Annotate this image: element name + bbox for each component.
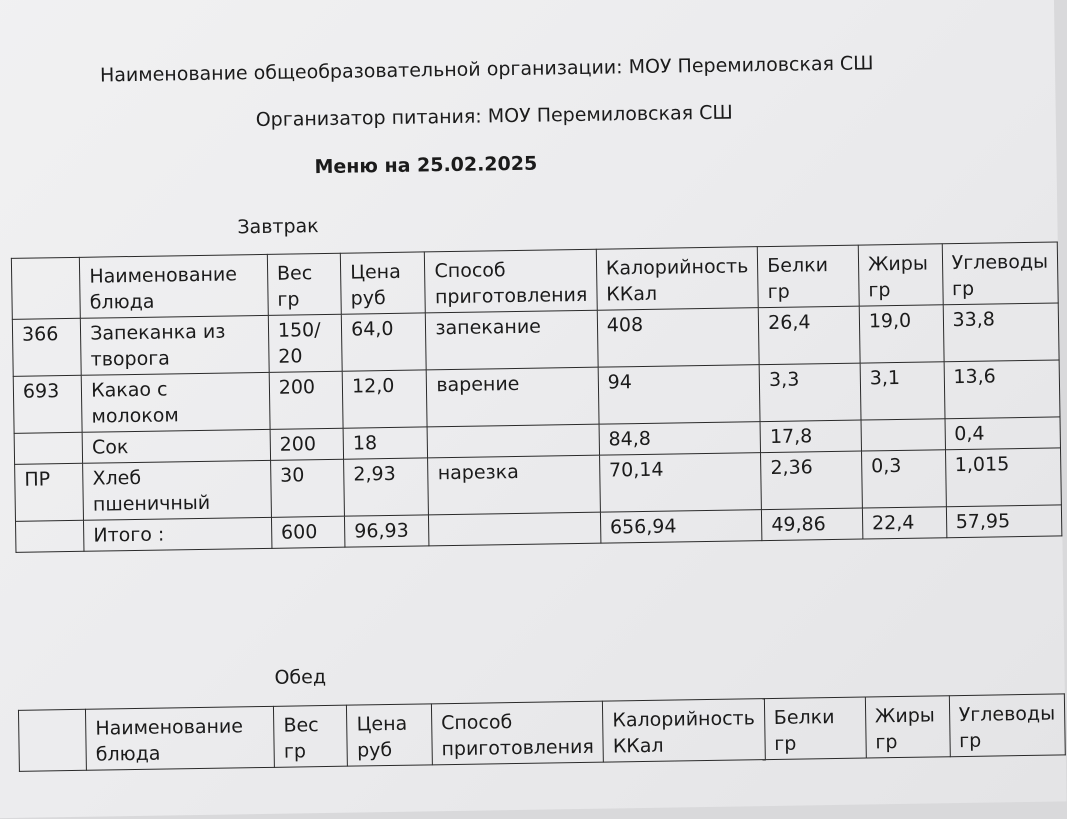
cell-fats — [861, 419, 945, 451]
cell-calories: 70,14 — [599, 453, 761, 513]
cell-fats: 19,0 — [859, 305, 944, 363]
cell-calories: 94 — [598, 365, 760, 425]
cell-method: варение — [427, 367, 599, 427]
cell-price: 12,0 — [342, 370, 427, 428]
header-code — [18, 709, 86, 771]
cell-proteins: 26,4 — [758, 306, 860, 365]
cell-carbs: 0,4 — [945, 417, 1061, 450]
breakfast-title: Завтрак — [237, 215, 319, 239]
header-proteins: Белки гр — [764, 697, 866, 760]
organization-name: Наименование общеобразовательной организации: МОУ Перемиловская СШ — [99, 52, 874, 87]
cell-fats: 3,1 — [860, 362, 945, 420]
cell-weight: 200 — [269, 371, 343, 429]
total-proteins: 49,86 — [762, 508, 863, 541]
total-price: 96,93 — [345, 515, 430, 547]
header-code — [11, 257, 80, 319]
lunch-title: Обед — [274, 666, 327, 689]
total-carbs: 57,95 — [946, 505, 1062, 538]
cell-weight: 30 — [270, 459, 344, 517]
header-weight: Вес гр — [274, 705, 348, 767]
header-name: Наименование блюда — [80, 254, 269, 318]
header-fats: Жиры гр — [858, 244, 943, 306]
total-fats: 22,4 — [862, 507, 946, 539]
menu-title: Меню на 25.02.2025 — [314, 152, 538, 179]
total-calories: 656,94 — [600, 510, 762, 544]
cell-code: 693 — [13, 375, 82, 433]
food-organizer: Организатор питания: МОУ Перемиловская СШ — [255, 101, 733, 132]
cell-proteins: 17,8 — [760, 420, 861, 453]
header-price: Цена руб — [347, 704, 432, 766]
breakfast-table — [11, 241, 1063, 552]
header-price: Цена руб — [340, 252, 425, 314]
cell-carbs: 33,8 — [943, 303, 1059, 362]
cell-price: 2,93 — [344, 458, 429, 516]
cell-carbs: 13,6 — [944, 360, 1060, 419]
total-weight: 600 — [271, 516, 345, 548]
header-fats: Жиры гр — [865, 696, 950, 758]
cell-code — [14, 432, 83, 464]
total-label: Итого : — [84, 517, 272, 551]
cell-code: ПР — [15, 463, 84, 521]
cell-calories: 84,8 — [599, 422, 761, 456]
header-carbs: Углеводы гр — [942, 242, 1058, 305]
cell-method: нарезка — [428, 455, 600, 515]
header-method: Способ приготовления — [431, 701, 603, 765]
cell-name: Запеканка из творога — [81, 315, 270, 375]
cell-weight: 150/ 20 — [268, 314, 342, 372]
cell-code — [16, 520, 85, 552]
header-calories: Калорийность ККал — [603, 699, 765, 763]
header-proteins: Белки гр — [757, 245, 859, 308]
header-method: Способ приготовления — [425, 249, 597, 313]
cell-method: запекание — [426, 310, 598, 370]
cell-calories: 408 — [597, 308, 759, 368]
header-name: Наименование блюда — [86, 706, 275, 770]
cell-proteins: 3,3 — [759, 363, 861, 422]
cell-price: 18 — [343, 427, 428, 459]
cell-name: Сок — [82, 429, 270, 463]
cell-name: Какао с молоком — [81, 372, 270, 432]
table-header-row — [18, 694, 1065, 771]
cell-weight: 200 — [270, 428, 344, 460]
cell-carbs: 1,015 — [945, 448, 1061, 507]
cell-name: Хлеб пшеничный — [83, 460, 272, 520]
cell-method — [429, 512, 601, 546]
header-calories: Калорийность ККал — [596, 247, 758, 311]
lunch-table — [18, 693, 1066, 771]
cell-price: 64,0 — [341, 313, 426, 371]
cell-fats: 0,3 — [861, 450, 946, 508]
cell-proteins: 2,36 — [761, 451, 863, 510]
cell-method — [428, 424, 600, 458]
header-carbs: Углеводы гр — [949, 694, 1065, 757]
cell-code: 366 — [12, 318, 81, 376]
header-weight: Вес гр — [267, 253, 341, 315]
